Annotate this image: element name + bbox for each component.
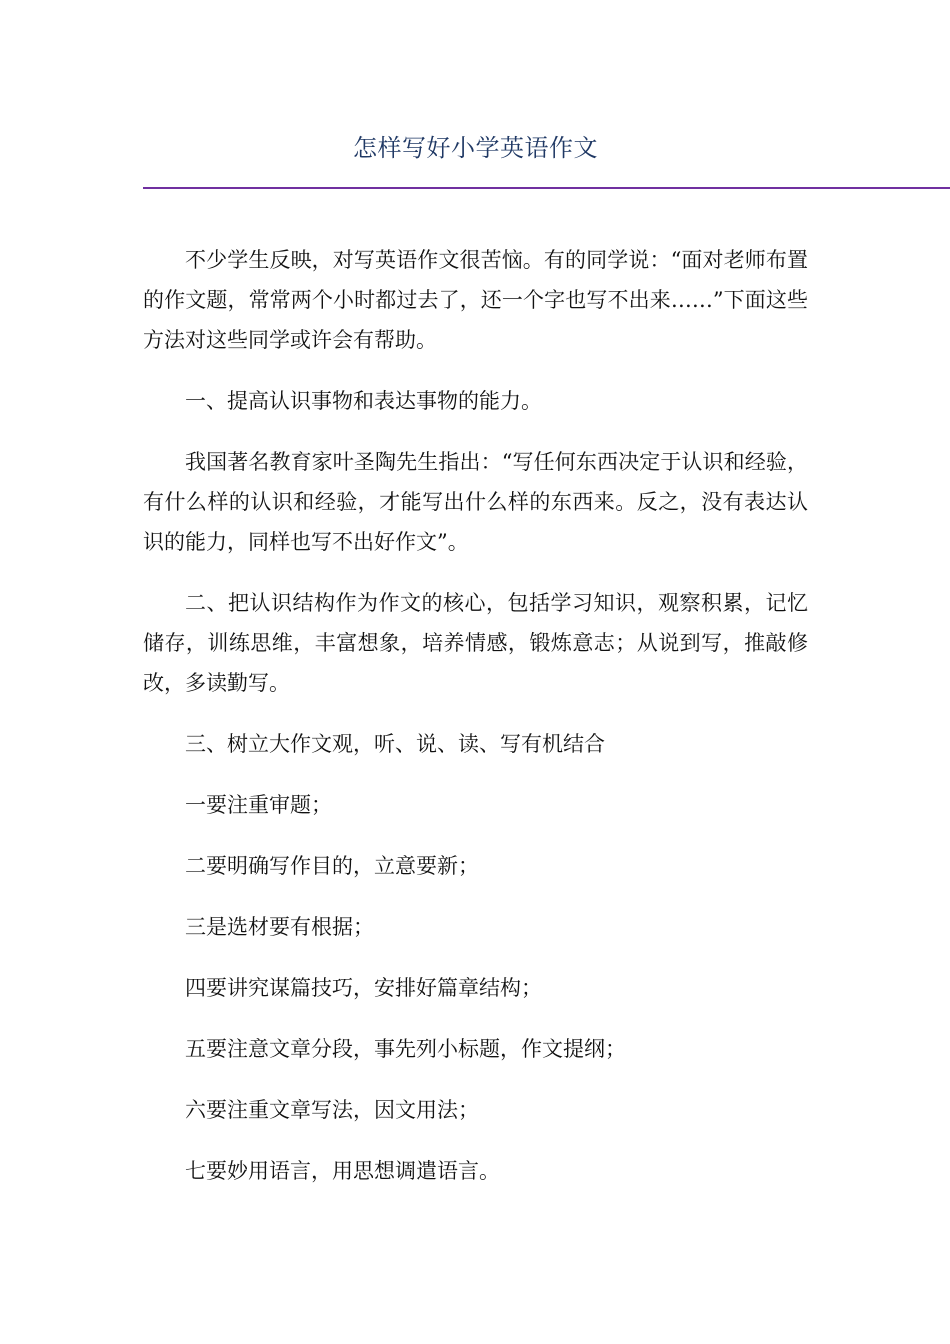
document-body [143,240,808,1212]
paragraph-quote: 我国著名教育家叶圣陶先生指出：“写任何东西决定于认识和经验，有什么样的认识和经验，才能写出什么样的东西来。反之，没有表达认识的能力，同样也写不出好作文”。 [143,450,808,554]
heading-section-1: 一、提高认识事物和表达事物的能力。 [185,389,542,413]
paragraph-intro: 不少学生反映，对写英语作文很苦恼。有的同学说：“面对老师布置的作文题，常常两个小时都过去了，还一个字也写不出来……”下面这些方法对这些同学或许会有帮助。 [143,248,808,352]
title-divider [143,187,950,189]
list-item-6: 六要注重文章写法，因文用法； [185,1098,479,1122]
heading-section-2: 二、把认识结构作为作文的核心，包括学习知识，观察积累，记忆储存，训练思维，丰富想象，培养情感，锻炼意志；从说到写，推敲修改，多读勤写。 [143,591,808,695]
document-title: 怎样写好小学英语作文 [353,134,598,162]
heading-section-3: 三、树立大作文观，听、说、读、写有机结合 [185,732,605,756]
list-item-4: 四要讲究谋篇技巧，安排好篇章结构； [185,976,542,1000]
list-item-3: 三是选材要有根据； [185,915,374,939]
list-item-7: 七要妙用语言，用思想调遣语言。 [185,1159,500,1183]
list-item-2: 二要明确写作目的，立意要新； [185,854,479,878]
list-item-1: 一要注重审题； [185,793,332,817]
list-item-5: 五要注意文章分段，事先列小标题，作文提纲； [185,1037,626,1061]
